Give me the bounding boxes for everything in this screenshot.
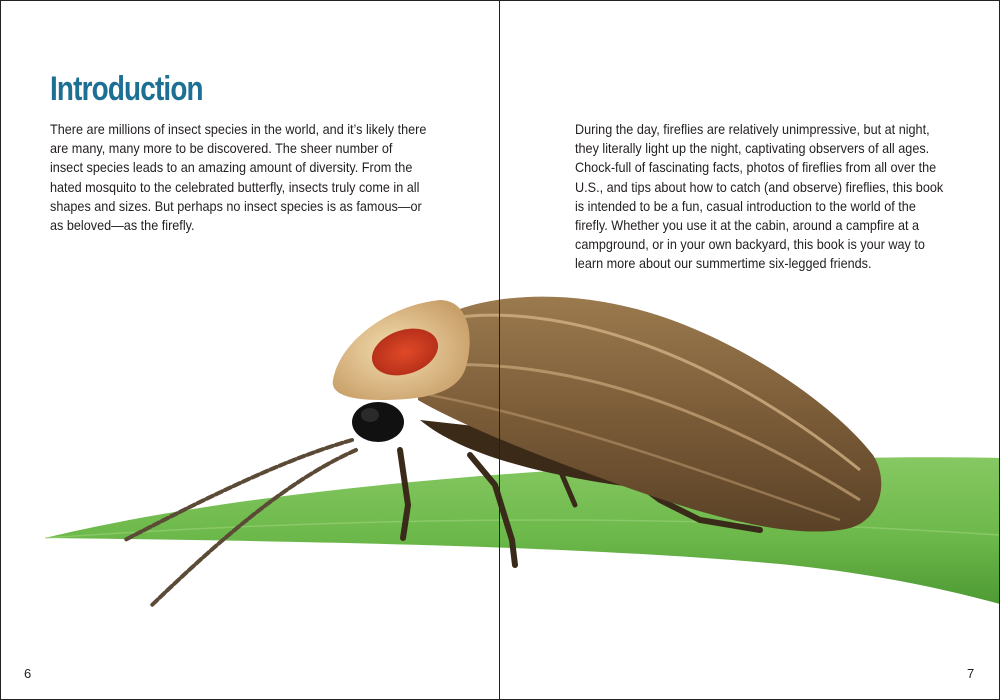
- page-number-right: 7: [967, 666, 975, 681]
- left-body-text: There are millions of insect species in the world, and it’s likely there are many, many more to be discovered. The sheer number of insect species leads to an amazing amount of diversity. From the hated mosquito to the celebrated butterfly, insects truly come in all shapes and sizes. But perhaps no insect species is as famous—or as beloved—as the firefly.: [50, 122, 427, 234]
- firefly-photo: [0, 270, 1000, 610]
- page-title: Introduction: [50, 70, 203, 108]
- gutter-line: [499, 0, 500, 700]
- page-number-left: 6: [24, 666, 32, 681]
- right-body-text: During the day, fireflies are relatively unimpressive, but at night, they literally light up the night, captivating observers of all ages. Chock-full of fascinating facts, photos of fireflies from all over the U.S., and tips about how to catch (and observe) fireflies, this book is intended to be a fun, casual introduction to the world of the firefly. Whether you use it at the cabin, around a campfire at a campground, or in your own backyard, this book is your way to learn more about our summertime six-legged friends.: [575, 122, 944, 272]
